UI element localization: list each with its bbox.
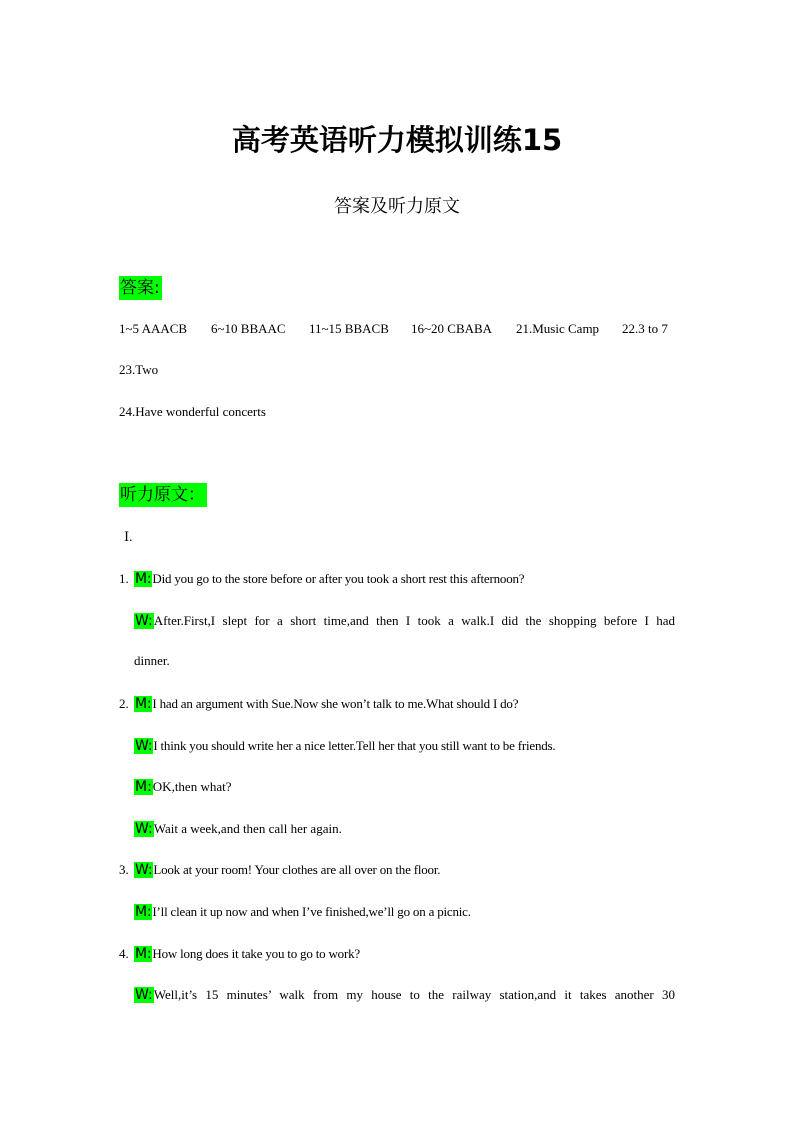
dialogue-line	[134, 612, 675, 630]
speaker-label: W:	[135, 821, 153, 837]
answer-group: 6~10 BBAAC	[211, 321, 286, 336]
dialogue-text: After.First,I slept for a short time,and then I took a walk.I did the shopping before I had	[153, 613, 675, 628]
transcript-heading: 听力原文：	[120, 485, 205, 505]
dialogue-text: Wait a week,and then call her again.	[153, 821, 342, 836]
speaker-label: W:	[135, 613, 153, 629]
page-title: 高考英语听力模拟训练15	[231, 123, 563, 157]
dialogue-line	[134, 986, 675, 1004]
dialogue-text: I think you should write her a nice letter.Tell her that you still want to be friends.	[153, 738, 556, 753]
answer-group: 11~15 BBACB	[309, 321, 389, 336]
answers-heading: 答案:	[120, 278, 160, 298]
answer-line: 23.Two	[119, 362, 159, 377]
dialogue-text: OK,then what?	[152, 779, 232, 794]
speaker-label: M:	[135, 904, 152, 920]
answer-group: 1~5 AAACB	[119, 321, 188, 336]
dialogue-line	[134, 945, 360, 963]
dialogue-line	[134, 861, 440, 879]
dialogue-line	[134, 652, 170, 670]
dialogue-line	[134, 903, 471, 921]
answer-group: 22.3 to 7	[622, 321, 668, 336]
page-subtitle: 答案及听力原文	[334, 196, 460, 217]
part-label: Ⅰ.	[124, 529, 133, 544]
dialogue-text: Look at your room! Your clothes are all over on the floor.	[153, 862, 441, 877]
dialogue-text: I had an argument with Sue.Now she won’t talk to me.What should I do?	[152, 696, 519, 711]
speaker-label: W:	[135, 738, 153, 754]
dialogue-text: Did you go to the store before or after you took a short rest this afternoon?	[152, 571, 525, 586]
dialogue-line	[134, 737, 555, 755]
speaker-label: W:	[135, 987, 153, 1003]
dialogue-text: How long does it take you to go to work?	[152, 946, 360, 961]
item-number: 3.	[119, 862, 129, 877]
dialogue-line	[134, 820, 342, 838]
dialogue-line	[134, 695, 518, 713]
item-number: 4.	[119, 946, 129, 961]
dialogue-line	[134, 570, 524, 588]
answer-group: 16~20 CBABA	[411, 321, 493, 336]
dialogue-line	[134, 778, 232, 796]
answer-line: 24.Have wonderful concerts	[119, 404, 266, 419]
speaker-label: M:	[135, 779, 152, 795]
speaker-label: W:	[135, 862, 153, 878]
dialogue-text: dinner.	[134, 653, 170, 668]
dialogue-text: Well,it’s 15 minutes’ walk from my house to the railway station,and it takes another 30	[153, 987, 675, 1002]
speaker-label: M:	[135, 696, 152, 712]
answer-group: 21.Music Camp	[516, 321, 600, 336]
dialogue-text: I’ll clean it up now and when I’ve finished,we’ll go on a picnic.	[152, 904, 471, 919]
item-number: 1.	[119, 571, 129, 586]
item-number: 2.	[119, 696, 129, 711]
speaker-label: M:	[135, 571, 152, 587]
speaker-label: M:	[135, 946, 152, 962]
